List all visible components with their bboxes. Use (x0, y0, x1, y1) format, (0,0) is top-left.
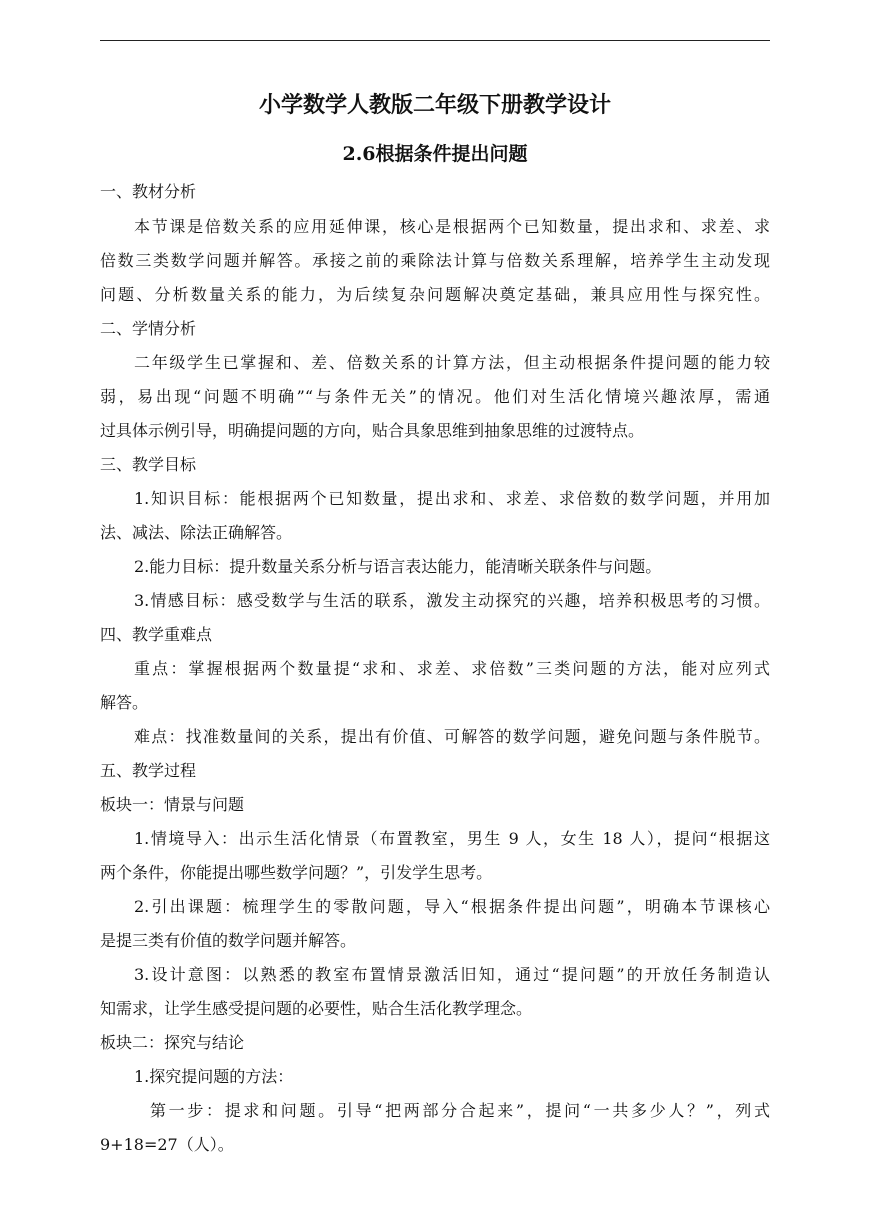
paragraph-line: 第一步：提求和问题。引导“把两部分合起来”，提问“一共多少人？”，列式 (150, 1101, 770, 1120)
section-heading: 四、教学重难点 (100, 625, 213, 644)
header-rule (100, 40, 770, 41)
paragraph-line: 2.引出课题：梳理学生的零散问题，导入“根据条件提出问题”，明确本节课核心 (134, 897, 770, 916)
document-title: 小学数学人教版二年级下册教学设计 (258, 92, 611, 118)
lesson-subtitle: 2.6根据条件提出问题 (342, 143, 528, 165)
paragraph-line: 3.设计意图：以熟悉的教室布置情景激活旧知，通过“提问题”的开放任务制造认 (134, 965, 770, 984)
paragraph-line: 9+18=27（人）。 (100, 1135, 234, 1154)
paragraph-line: 1.知识目标：能根据两个已知数量，提出求和、求差、求倍数的数学问题，并用加 (134, 489, 770, 508)
paragraph-line: 二年级学生已掌握和、差、倍数关系的计算方法，但主动根据条件提问题的能力较 (134, 353, 770, 372)
paragraph-line: 倍数三类数学问题并解答。承接之前的乘除法计算与倍数关系理解，培养学生主动发现 (100, 251, 770, 270)
section-heading: 五、教学过程 (100, 761, 197, 780)
paragraph-line: 法、减法、除法正确解答。 (100, 523, 293, 542)
paragraph-line: 1.情境导入：出示生活化情景（布置教室，男生 9 人，女生 18 人），提问“根据这 (134, 829, 770, 848)
paragraph-line: 知需求，让学生感受提问题的必要性，贴合生活化教学理念。 (100, 999, 533, 1018)
paragraph-line: 解答。 (100, 693, 149, 712)
paragraph-line: 难点：找准数量间的关系，提出有价值、可解答的数学问题，避免问题与条件脱节。 (134, 727, 770, 746)
paragraph-line: 弱，易出现“问题不明确”“与条件无关”的情况。他们对生活化情境兴趣浓厚，需通 (100, 387, 770, 406)
section-heading: 三、教学目标 (100, 455, 197, 474)
subsection-heading: 板块二：探究与结论 (100, 1033, 245, 1052)
paragraph-line: 重点：掌握根据两个数量提“求和、求差、求倍数”三类问题的方法，能对应列式 (134, 659, 770, 678)
paragraph-line: 本节课是倍数关系的应用延伸课，核心是根据两个已知数量，提出求和、求差、求 (134, 217, 770, 236)
section-heading: 二、学情分析 (100, 319, 197, 338)
paragraph-line: 3.情感目标：感受数学与生活的联系，激发主动探究的兴趣，培养积极思考的习惯。 (134, 591, 770, 610)
paragraph-line: 问题、分析数量关系的能力，为后续复杂问题解决奠定基础，兼具应用性与探究性。 (100, 285, 770, 304)
paragraph-line: 过具体示例引导，明确提问题的方向，贴合具象思维到抽象思维的过渡特点。 (100, 421, 645, 440)
paragraph-line: 2.能力目标：提升数量关系分析与语言表达能力，能清晰关联条件与问题。 (134, 557, 662, 576)
paragraph-line: 1.探究提问题的方法： (134, 1067, 294, 1086)
paragraph-line: 是提三类有价值的数学问题并解答。 (100, 931, 357, 950)
paragraph-line: 两个条件，你能提出哪些数学问题？”，引发学生思考。 (100, 863, 493, 882)
section-heading: 一、教材分析 (100, 182, 197, 201)
subsection-heading: 板块一：情景与问题 (100, 795, 245, 814)
